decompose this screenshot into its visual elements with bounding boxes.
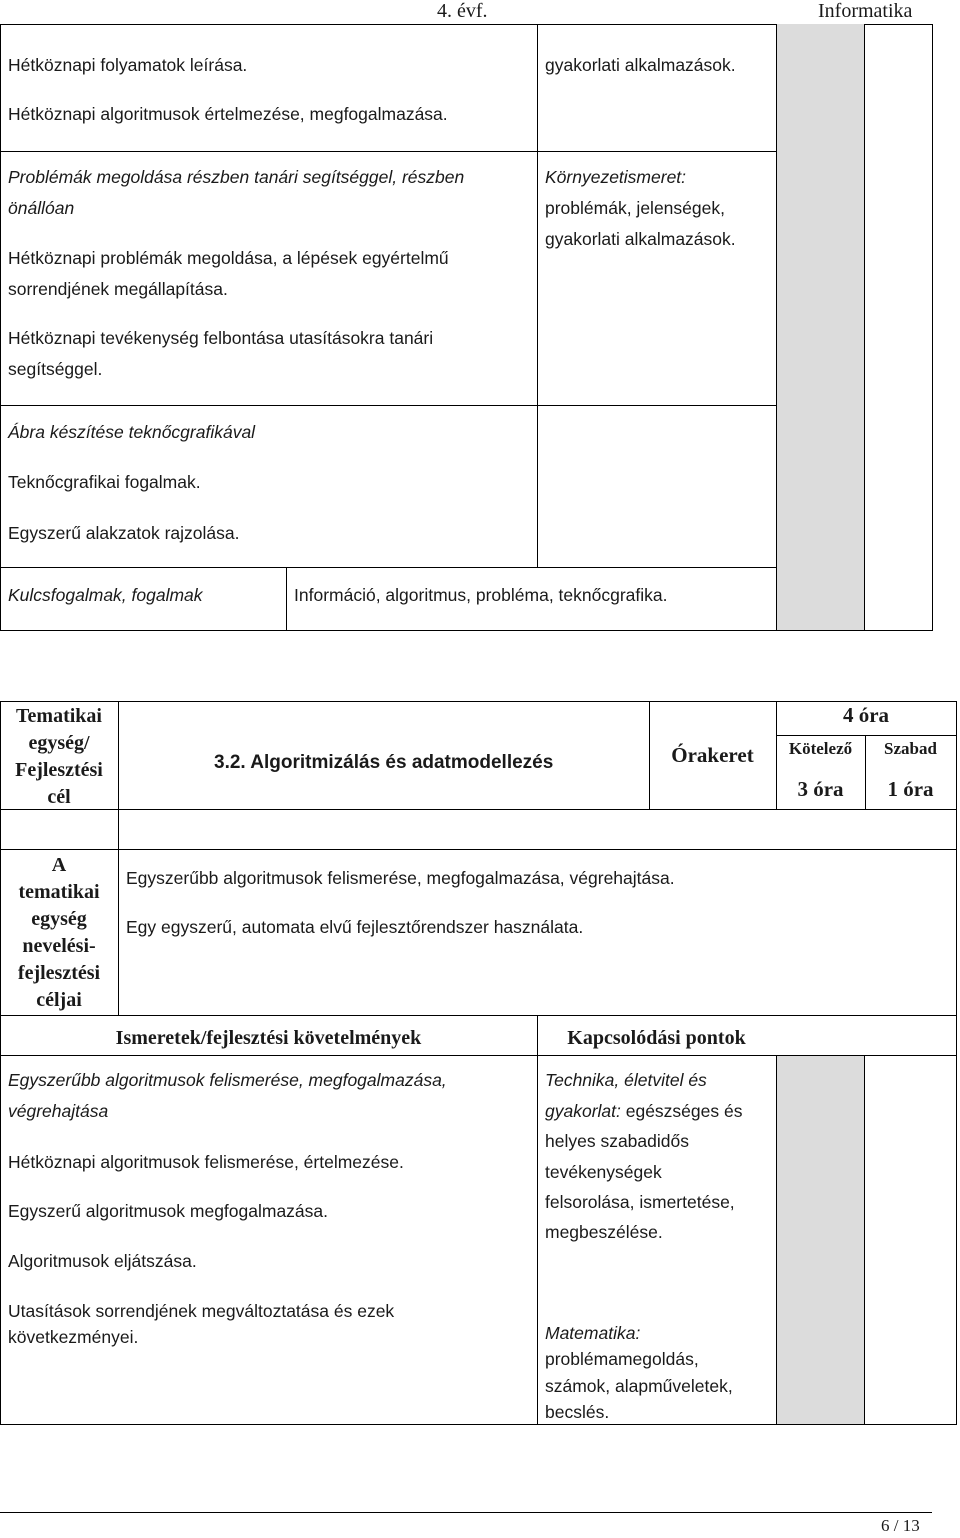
connection-item: Technika, életvitel és [545, 1070, 707, 1090]
goals-label: A tematikai egység nevelési- fejlesztési céljai [17, 854, 101, 1011]
goal-item: Egy egyszerű, automata elvű fejlesztőrendszer használata. [126, 917, 584, 937]
requirement-item: Egyszerű algoritmusok megfogalmazása. [8, 1201, 329, 1221]
requirement-item: Hétköznapi algoritmusok felismerése, értelmezése. [8, 1152, 404, 1172]
free-label: Szabad [884, 739, 937, 758]
connection-item: gyakorlat: egészséges és [545, 1101, 743, 1121]
requirements-header: Ismeretek/fejlesztési követelmények [115, 1027, 422, 1049]
connections-header: Kapcsolódási pontok [567, 1027, 746, 1049]
text-line: gyakorlati alkalmazások. [545, 55, 736, 75]
requirement-item: Algoritmusok eljátszása. [8, 1251, 197, 1271]
connection-item: becslés. [545, 1402, 610, 1422]
text-line: Hétköznapi tevékenység felbontása utasításokra tanári [8, 328, 434, 348]
requirement-item: következményei. [8, 1327, 139, 1347]
connection-item: megbeszélése. [545, 1222, 663, 1242]
text-line: Hétköznapi algoritmusok értelmezése, megfogalmazása. [8, 104, 448, 124]
text-line: Ábra készítése teknőcgrafikával [8, 422, 256, 442]
key-concepts-label: Kulcsfogalmak, fogalmak [8, 585, 203, 605]
goal-item: Egyszerűbb algoritmusok felismerése, megfogalmazása, végrehajtása. [126, 868, 675, 888]
hours-label: Órakeret [671, 743, 754, 767]
mandatory-label: Kötelező [788, 739, 853, 758]
connection-item: helyes szabadidős [545, 1131, 689, 1151]
connection-item: felsorolása, ismertetése, [545, 1192, 735, 1212]
text-line: Egyszerű alakzatok rajzolása. [8, 523, 240, 543]
text-line: Teknőcgrafikai fogalmak. [8, 472, 201, 492]
connection-item: számok, alapműveletek, [545, 1376, 733, 1396]
requirement-item: Egyszerűbb algoritmusok felismerése, megfogalmazása, [8, 1070, 447, 1090]
text-line: önállóan [8, 198, 75, 218]
unit-title: 3.2. Algoritmizálás és adatmodellezés [214, 752, 554, 773]
hours-total: 4 óra [842, 703, 890, 727]
key-concepts-value: Információ, algoritmus, probléma, teknőcgrafika. [294, 585, 668, 605]
text-line: problémák, jelenségek, [545, 198, 725, 218]
footer-rule [0, 1512, 932, 1513]
text-line: Hétköznapi folyamatok leírása. [8, 55, 248, 75]
page-number: 6 / 13 [881, 1516, 920, 1535]
text-line: segítséggel. [8, 359, 103, 379]
text-line: Hétköznapi problémák megoldása, a lépések egyértelmű [8, 248, 449, 268]
text-line: Problémák megoldása részben tanári segítséggel, részben [8, 167, 465, 187]
requirement-item: Utasítások sorrendjének megváltoztatása és ezek [8, 1301, 395, 1321]
grade-label: 4. évf. [437, 0, 488, 22]
text-line: Környezetismeret: [545, 167, 687, 187]
connection-item: Matematika: [545, 1323, 641, 1343]
connection-item: problémamegoldás, [545, 1349, 699, 1369]
mandatory-hours: 3 óra [797, 777, 844, 801]
text-line: sorrendjének megállapítása. [8, 279, 228, 299]
subject-label: Informatika [818, 0, 913, 22]
text-line: gyakorlati alkalmazások. [545, 229, 736, 249]
connection-item: tevékenységek [545, 1162, 662, 1182]
requirement-item: végrehajtása [8, 1101, 109, 1121]
unit-label: Tematikai egység/ Fejlesztési cél [15, 705, 103, 808]
free-hours: 1 óra [887, 777, 934, 801]
